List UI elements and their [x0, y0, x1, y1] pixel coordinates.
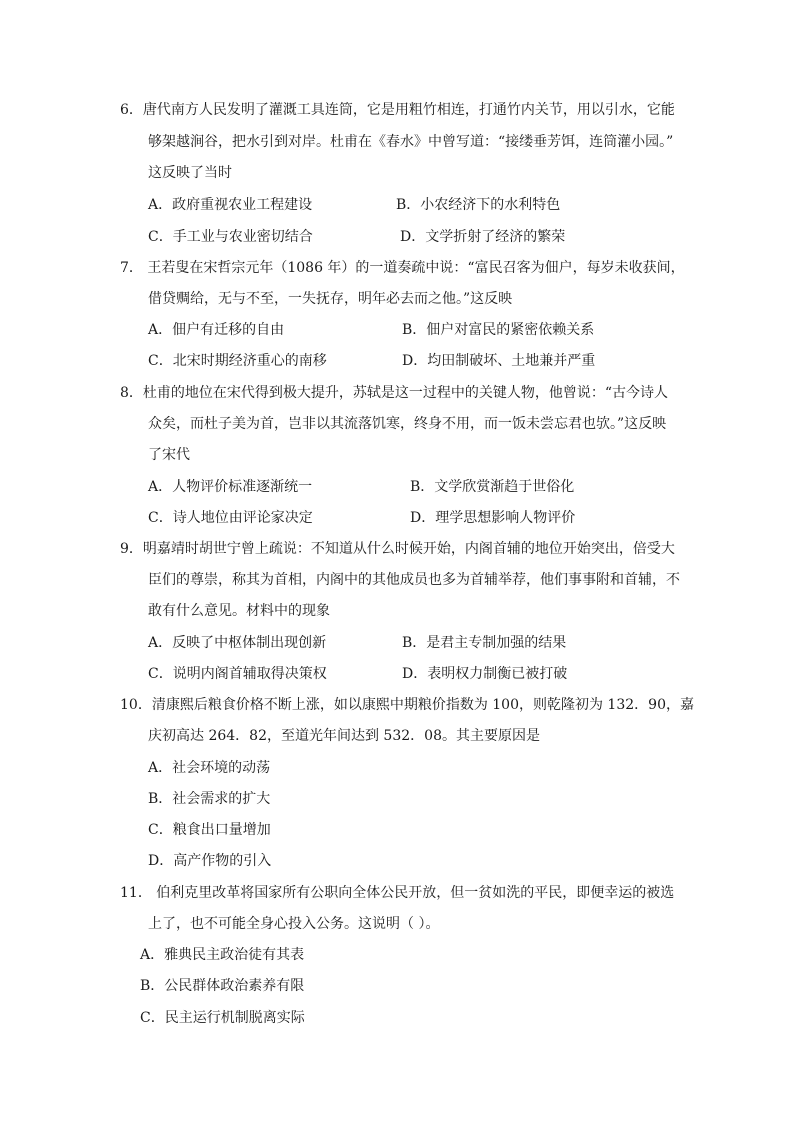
question-11-option-c[interactable]: C．民主运行机制脱离实际 [140, 1010, 305, 1026]
question-10-option-c[interactable]: C．粮食出口量增加 [148, 822, 271, 838]
question-7-option-c[interactable]: C．北宋时期经济重心的南移 [148, 353, 327, 369]
question-8-option-d[interactable]: D．理学思想影响人物评价 [410, 510, 576, 526]
question-7-stem-line-2: 借贷赒给，无与不至，一失抚存，明年必去而之他。”这反映 [148, 291, 513, 307]
question-8-option-b[interactable]: B．文学欣赏渐趋于世俗化 [410, 479, 575, 495]
question-6-option-a[interactable]: A．政府重视农业工程建设 [148, 197, 313, 213]
question-9-option-b[interactable]: B．是君主专制加强的结果 [402, 635, 567, 651]
question-6-stem-line-3: 这反映了当时 [148, 165, 232, 181]
question-9-stem-line-1: 9．明嘉靖时胡世宁曾上疏说：不知道从什么时候开始，内阁首辅的地位开始突出，倍受大 [120, 541, 675, 557]
question-11-stem-line-1: 11． 伯利克里改革将国家所有公职向全体公民开放，但一贫如洗的平民，即便幸运的被选 [120, 885, 675, 901]
question-8-option-c[interactable]: C．诗人地位由评论家决定 [148, 510, 313, 526]
question-8-stem-line-2: 众矣，而杜子美为首，岂非以其流落饥寒，终身不用，而一饭未尝忘君也欤。”这反映 [148, 416, 667, 432]
question-10-option-d[interactable]: D．高产作物的引入 [148, 853, 272, 869]
question-8-stem-line-3: 了宋代 [148, 447, 190, 463]
question-7-option-a[interactable]: A．佃户有迁移的自由 [148, 322, 285, 338]
question-10-stem-line-1: 10．清康熙后粮食价格不断上涨，如以康熙中期粮价指数为 100，则乾隆初为 132．90，嘉 [120, 697, 694, 713]
question-11-option-b[interactable]: B．公民群体政治素养有限 [140, 978, 305, 994]
question-6-stem-line-1: 6．唐代南方人民发明了灌溉工具连筒，它是用粗竹相连，打通竹内关节，用以引水，它能 [120, 102, 675, 118]
question-11-stem-line-2: 上了，也不可能全身心投入公务。这说明（ ）。 [148, 916, 440, 932]
question-9-option-d[interactable]: D．表明权力制衡已被打破 [402, 666, 568, 682]
question-7-option-d[interactable]: D．均田制破坏、土地兼并严重 [402, 353, 596, 369]
question-6-option-d[interactable]: D．文学折射了经济的繁荣 [400, 229, 566, 245]
question-8-option-a[interactable]: A．人物评价标准逐渐统一 [148, 479, 313, 495]
question-6-stem-line-2: 够架越涧谷，把水引到对岸。杜甫在《春水》中曾写道：“接缕垂芳饵，连筒灌小园。” [148, 134, 674, 150]
question-9-stem-line-2: 臣们的尊崇，称其为首相，内阁中的其他成员也多为首辅举荐，他们事事附和首辅，不 [148, 572, 680, 588]
question-10-stem-line-2: 庆初高达 264．82，至道光年间达到 532．08。其主要原因是 [148, 728, 540, 744]
question-9-option-c[interactable]: C．说明内阁首辅取得决策权 [148, 666, 327, 682]
question-7-stem-line-1: 7． 王若叟在宋哲宗元年（1086 年）的一道奏疏中说：“富民召客为佃户，每岁未收获间， [120, 260, 685, 276]
question-7-option-b[interactable]: B．佃户对富民的紧密依赖关系 [402, 322, 595, 338]
question-10-option-a[interactable]: A．社会环境的动荡 [148, 760, 271, 776]
question-8-stem-line-1: 8．杜甫的地位在宋代得到极大提升，苏轼是这一过程中的关键人物，他曾说：“古今诗人 [120, 385, 669, 401]
question-9-option-a[interactable]: A．反映了中枢体制出现创新 [148, 635, 327, 651]
question-10-option-b[interactable]: B．社会需求的扩大 [148, 791, 271, 807]
question-6-option-c[interactable]: C．手工业与农业密切结合 [148, 229, 313, 245]
question-11-option-a[interactable]: A．雅典民主政治徒有其表 [140, 947, 305, 963]
question-9-stem-line-3: 敢有什么意见。材料中的现象 [148, 603, 330, 619]
question-6-option-b[interactable]: B．小农经济下的水利特色 [396, 197, 561, 213]
